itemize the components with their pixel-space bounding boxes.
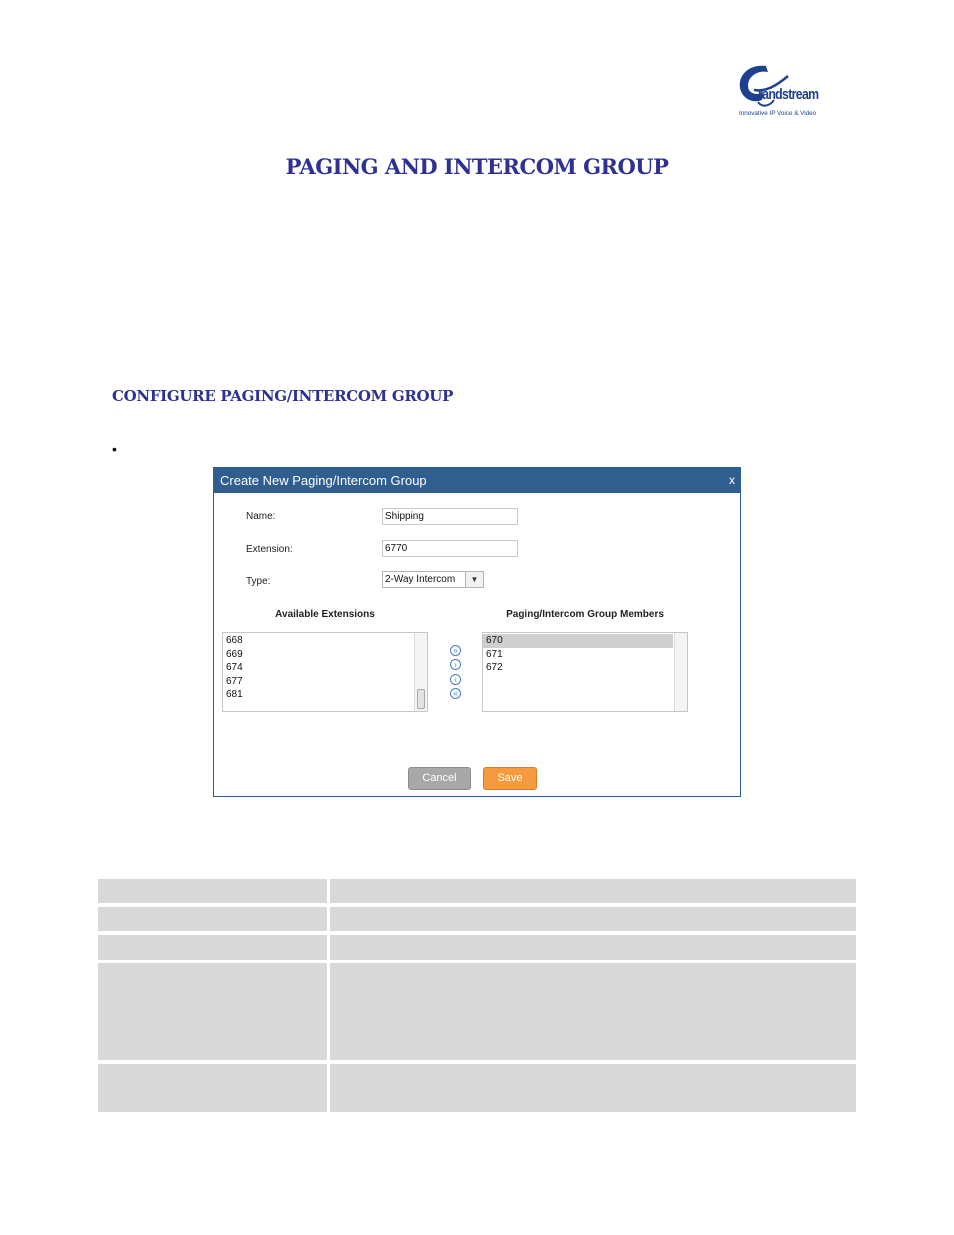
add-selected-icon[interactable]: ›	[450, 659, 461, 670]
scrollbar[interactable]	[414, 633, 427, 711]
table-cell	[98, 963, 327, 1060]
scrollbar-thumb[interactable]	[417, 689, 425, 709]
table-cell	[98, 1064, 327, 1112]
name-field[interactable]: Shipping	[382, 508, 518, 525]
list-item[interactable]: 677	[226, 675, 243, 687]
logo-wordmark: randstream	[758, 86, 819, 103]
group-members-list[interactable]	[482, 632, 688, 712]
list-item[interactable]: 672	[486, 662, 503, 673]
list-item[interactable]: 671	[486, 648, 503, 660]
table-cell	[330, 935, 856, 960]
logo-tagline: Innovative IP Voice & Video	[739, 110, 817, 117]
section-title: CONFIGURE PAGING/INTERCOM GROUP	[112, 387, 454, 405]
type-select[interactable]	[382, 571, 484, 588]
list-item[interactable]: 668	[226, 635, 243, 646]
list-item[interactable]: 670	[483, 634, 673, 648]
remove-all-icon[interactable]: «	[450, 688, 461, 699]
type-label: Type:	[246, 576, 271, 587]
available-extensions-list[interactable]	[222, 632, 428, 712]
close-icon[interactable]: x	[729, 473, 735, 487]
table-row	[98, 935, 856, 960]
chevron-down-icon: ▼	[465, 572, 483, 587]
add-all-icon[interactable]: »	[450, 645, 461, 656]
save-button[interactable]: Save	[483, 767, 537, 790]
table-cell	[330, 1064, 856, 1112]
type-select-value: 2-Way Intercom	[385, 574, 456, 585]
table-cell	[330, 963, 856, 1060]
grandstream-logo	[736, 62, 836, 120]
cancel-button[interactable]: Cancel	[408, 767, 471, 790]
table-row	[98, 963, 856, 1060]
remove-selected-icon[interactable]: ‹	[450, 674, 461, 685]
table-cell	[330, 879, 856, 903]
list-item[interactable]: 674	[226, 662, 243, 673]
dialog-header	[214, 468, 740, 493]
table-cell	[98, 907, 327, 931]
extension-label: Extension:	[246, 544, 293, 555]
table-cell	[98, 935, 327, 960]
list-item[interactable]: 681	[226, 689, 243, 700]
dialog-title: Create New Paging/Intercom Group	[220, 473, 427, 488]
group-members-header: Paging/Intercom Group Members	[506, 609, 664, 620]
table-cell	[330, 907, 856, 931]
create-group-dialog	[213, 467, 741, 797]
table-row	[98, 907, 856, 931]
extension-field[interactable]: 6770	[382, 540, 518, 557]
table-cell	[98, 879, 327, 903]
list-item[interactable]: 669	[226, 648, 243, 660]
available-extensions-header: Available Extensions	[275, 609, 375, 620]
bullet: •	[112, 441, 117, 457]
name-label: Name:	[246, 511, 276, 522]
page-title: PAGING AND INTERCOM GROUP	[285, 154, 669, 179]
scrollbar[interactable]	[674, 633, 687, 711]
table-row	[98, 879, 856, 903]
table-row	[98, 1064, 856, 1112]
